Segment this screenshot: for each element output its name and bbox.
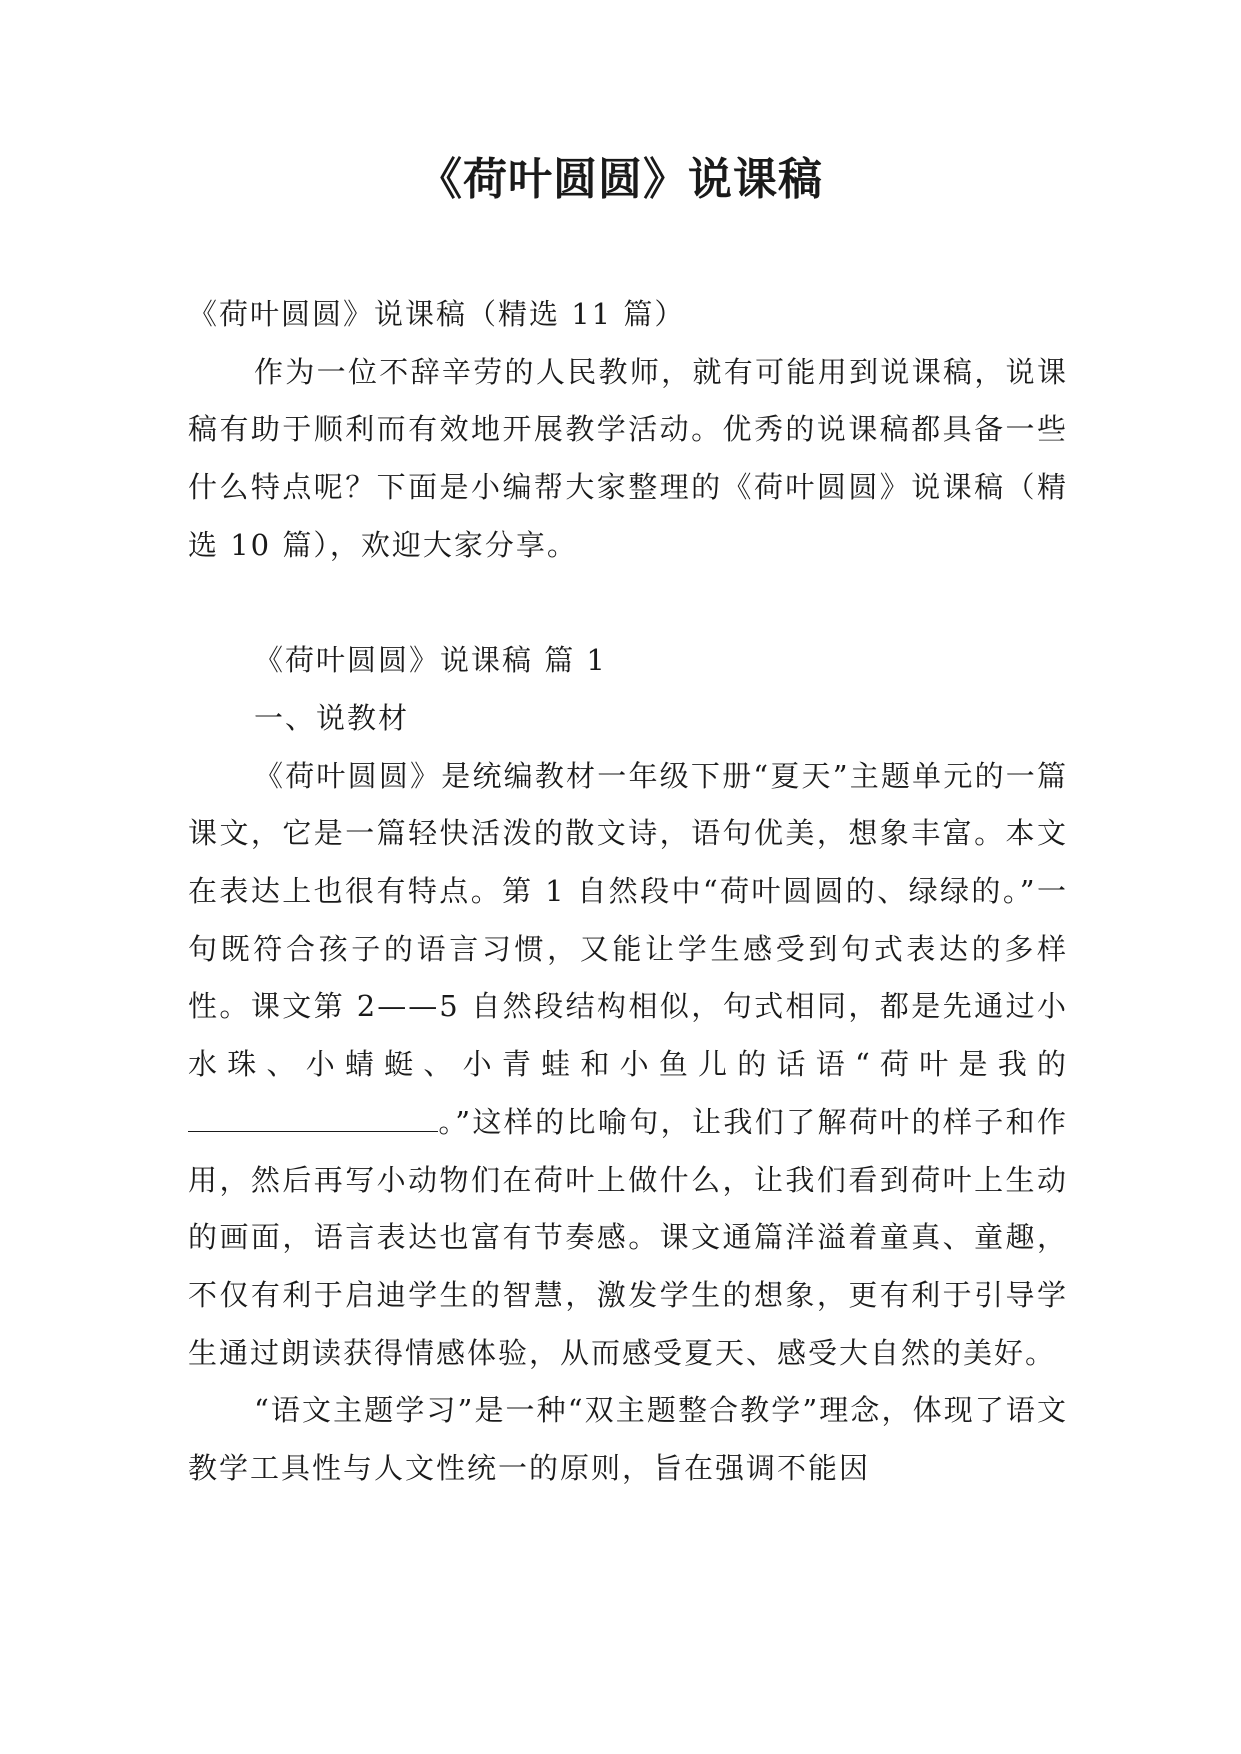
document-body [188,286,1068,1498]
spacer [188,575,1068,633]
textbook-paragraph [188,748,1068,1383]
paragraph-text-before-blank: 《荷叶圆圆》是统编教材一年级下册“夏天”主题单元的一篇课文，它是一篇轻快活泼的散文诗，语句优美，想象丰富。本文在表达上也很有特点。第 1 自然段中“荷叶圆圆的、绿绿的。”一句既符合孩子的语言习惯，又能让学生感受到句式表达的多样性。课文第 2——5 自然段结构相似，句式相同，都是先通过小水珠、小蜻蜓、小青蛙和小鱼儿的话语“荷叶是我的 [188,758,1068,1082]
sub-heading: 一、说教材 [254,700,410,735]
intro-paragraph: 作为一位不辞辛劳的人民教师，就有可能用到说课稿，说课稿有助于顺利而有效地开展教学活动。优秀的说课稿都具备一些什么特点呢？下面是小编帮大家整理的《荷叶圆圆》说课稿（精选 10 篇），欢迎大家分享。 [188,354,1068,562]
section-heading: 《荷叶圆圆》说课稿 篇 1 [254,643,607,678]
theme-learning-paragraph: “语文主题学习”是一种“双主题整合教学”理念，体现了语文教学工具性与人文性统一的原则，旨在强调不能因 [188,1393,1068,1486]
paragraph-text-after-blank: 。”这样的比喻句，让我们了解荷叶的样子和作用，然后再写小动物们在荷叶上做什么，让我们看到荷叶上生动的画面，语言表达也富有节奏感。课文通篇洋溢着童真、童趣，不仅有利于启迪学生的智慧，激发学生的想象，更有利于引导学生通过朗读获得情感体验，从而感受夏天、感受大自然的美好。 [188,1104,1068,1370]
fill-in-blank-line [188,1105,438,1132]
document-subtitle: 《荷叶圆圆》说课稿（精选 11 篇） [188,297,686,331]
document-title: 《荷叶圆圆》说课稿 [418,154,823,205]
